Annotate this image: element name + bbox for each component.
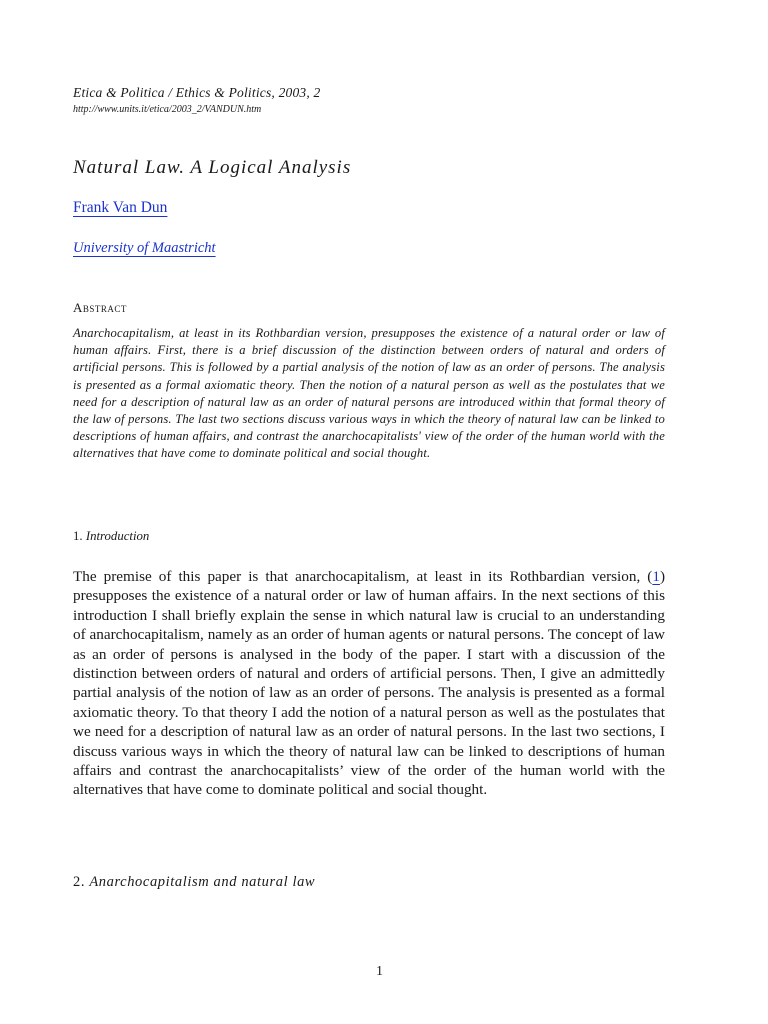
footnote-open-paren: ( [647,568,653,585]
section-2-heading [73,874,315,891]
abstract-text: Anarchocapitalism, at least in its Rothbardian version, presupposes the existence of a natural order or law of human affairs. First, there is a brief discussion of the distinction between orders of natural and orders of artificial persons. This is followed by a partial analysis of the notion of law as an order of persons. The analysis is presented as a formal axiomatic theory. Then the notion of a natural person as well as the postulates that we need for a description of natural law as an order of natural persons are introduced within that formal theory of the law of persons. The last two sections discuss various ways in which the theory of natural law can be linked to descriptions of human affairs, and contrast the anarchocapitalists' view of the order of the human world with the alternatives that have come to dominate political and social thought. [73,326,665,461]
footnote-1-link[interactable]: 1 [652,568,660,585]
paper-title: Natural Law. A Logical Analysis [73,157,352,178]
journal-citation: Etica & Politica / Ethics & Politics, 2003, 2 [73,85,321,100]
intro-text-rest: presupposes the existence of a natural order or law of human affairs. In the next sections of this introduction I shall briefly explain the sense in which natural law is crucial to an understanding of anarchocapitalism, namely as an order of human agents or natural persons. The concept of law as an order of persons is analysed in the body of the paper. I start with a discussion of the distinction between orders of natural and orders of artificial persons. Then, I give an admittedly partial analysis of the notion of law as an order of persons. The analysis is presented as a formal axiomatic theory. To that theory I add the notion of a natural person as well as the postulates that we need for a description of natural law as an order of natural persons. In the last two sections, I discuss various ways in which the theory of natural law can be linked to descriptions of human affairs and contrast the anarchocapitalists’ view of the order of the human world with the alternatives that have come to dominate political and social thought. [73,587,665,799]
introduction-paragraph [73,567,665,800]
section-1-title: Introduction [85,529,150,543]
author-link[interactable]: Frank Van Dun [73,199,168,216]
source-url: http://www.units.it/etica/2003_2/VANDUN.htm [73,104,262,115]
section-1-heading [73,529,149,544]
intro-text-start: The premise of this paper is that anarchocapitalism, at least in its Rothbardian version, [73,568,641,585]
affiliation-link[interactable]: University of Maastricht [73,240,216,256]
section-2-title: Anarchocapitalism and natural law [89,874,316,890]
footnote-close-paren: ) [659,568,666,585]
abstract-heading: Abstract [73,300,127,315]
page-number: 1 [376,964,383,979]
section-1-number: 1. [73,529,83,543]
section-2-number: 2. [73,874,86,890]
